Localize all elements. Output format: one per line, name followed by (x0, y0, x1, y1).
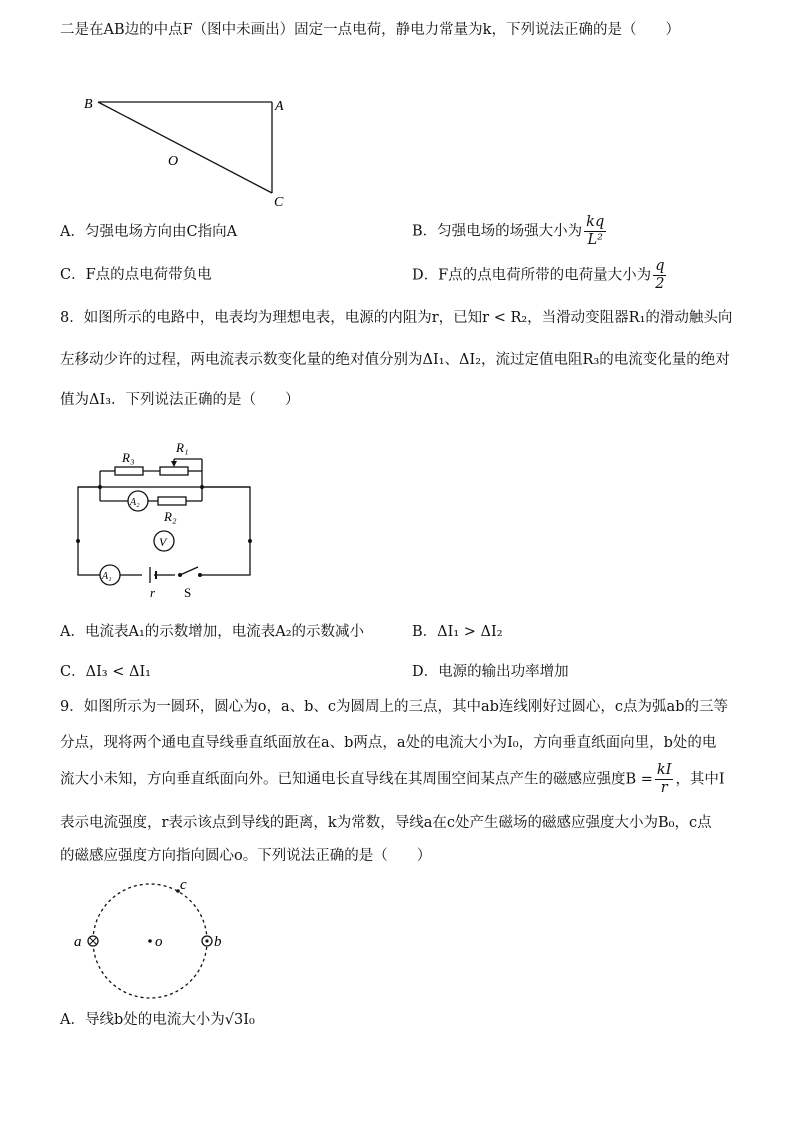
label-b: b (214, 934, 222, 950)
label-B: B (84, 97, 93, 112)
q9-line-3-text: 流大小未知，方向垂直纸面向外。已知通电长直导线在其周围空间某点产生的磁感应强度B = (60, 771, 653, 788)
label-R2: R₂ (164, 509, 177, 524)
numerator: kI (656, 762, 672, 778)
q7-option-b-text: B．匀强电场的场强大小为 (412, 223, 583, 240)
q9-line-3 (60, 762, 725, 797)
label-a: a (74, 934, 82, 950)
q8-option-a: A．电流表A₁的示数增加，电流表A₂的示数减小 (60, 624, 365, 640)
label-o: o (155, 934, 163, 950)
voltmeter-v: V (159, 535, 167, 549)
q7-triangle-figure (80, 88, 290, 213)
q7-option-b (412, 214, 608, 249)
q9-line-4: 表示电流强度，r表示该点到导线的距离，k为常数，导线a在c处产生磁场的磁感应强度大小为B₀，c点 (60, 815, 712, 831)
q9-line-2: 分点，现将两个通电直导线垂直纸面放在a、b两点，a处的电流大小为I₀，方向垂直纸面向里，b处的电 (60, 735, 717, 751)
q7-option-d (412, 258, 668, 293)
q9-circle-figure (70, 874, 230, 999)
label-O: O (168, 154, 179, 169)
q7-option-a: A．匀强电场方向由C指向A (60, 224, 238, 240)
numerator: q (655, 258, 665, 274)
q9-line-1: 9．如图所示为一圆环，圆心为o，a、b、c为圆周上的三点，其中ab连线刚好过圆心，c点为弧ab的三等 (60, 699, 728, 715)
label-r: r (150, 585, 156, 600)
q8-circuit-figure (70, 435, 260, 605)
q9-line-5: 的磁感应强度方向指向圆心o。下列说法正确的是（ ） (60, 848, 432, 864)
q8-line-3: 值为ΔI₃．下列说法正确的是（ ） (60, 392, 300, 408)
denominator: r (660, 780, 668, 796)
label-C: C (274, 195, 284, 210)
fraction (653, 258, 666, 293)
ammeter-a2: A₂ (130, 497, 140, 508)
q7-option-d-text: D．F点的点电荷所带的电荷量大小为 (412, 267, 652, 284)
label-R3: R₃ (122, 450, 135, 465)
fraction (655, 762, 674, 797)
switch-s: S (184, 585, 192, 600)
q8-option-b: B．ΔI₁ > ΔI₂ (412, 624, 503, 640)
fraction (584, 214, 606, 249)
q8-option-c: C．ΔI₃ < ΔI₁ (60, 664, 151, 680)
label-R1: R₁ (176, 440, 189, 455)
q7-option-c: C．F点的点电荷带负电 (60, 267, 212, 283)
denominator: 2 (655, 276, 665, 292)
q8-line-1: 8．如图所示的电路中，电表均为理想电表，电源的内阻为r，已知r < R₂，当滑动变阻器R₁的滑动触头向 (60, 310, 733, 326)
q8-option-d: D．电源的输出功率增加 (412, 664, 569, 680)
denominator: L² (587, 232, 603, 248)
q8-line-2: 左移动少许的过程，两电流表示数变化量的绝对值分别为ΔI₁、ΔI₂，流过定值电阻R₃的电流变化量的绝对 (60, 352, 730, 368)
q7-stem: 二是在AB边的中点F（图中未画出）固定一点电荷，静电力常量为k，下列说法正确的是（ ） (60, 22, 680, 38)
q9-line-3-suffix: ，其中I (675, 771, 725, 788)
label-A: A (275, 99, 284, 114)
numerator: kq (586, 214, 605, 230)
q9-option-a: A．导线b处的电流大小为√3I₀ (60, 1012, 255, 1028)
ammeter-a1: A₁ (102, 571, 112, 582)
label-c: c (180, 877, 187, 893)
